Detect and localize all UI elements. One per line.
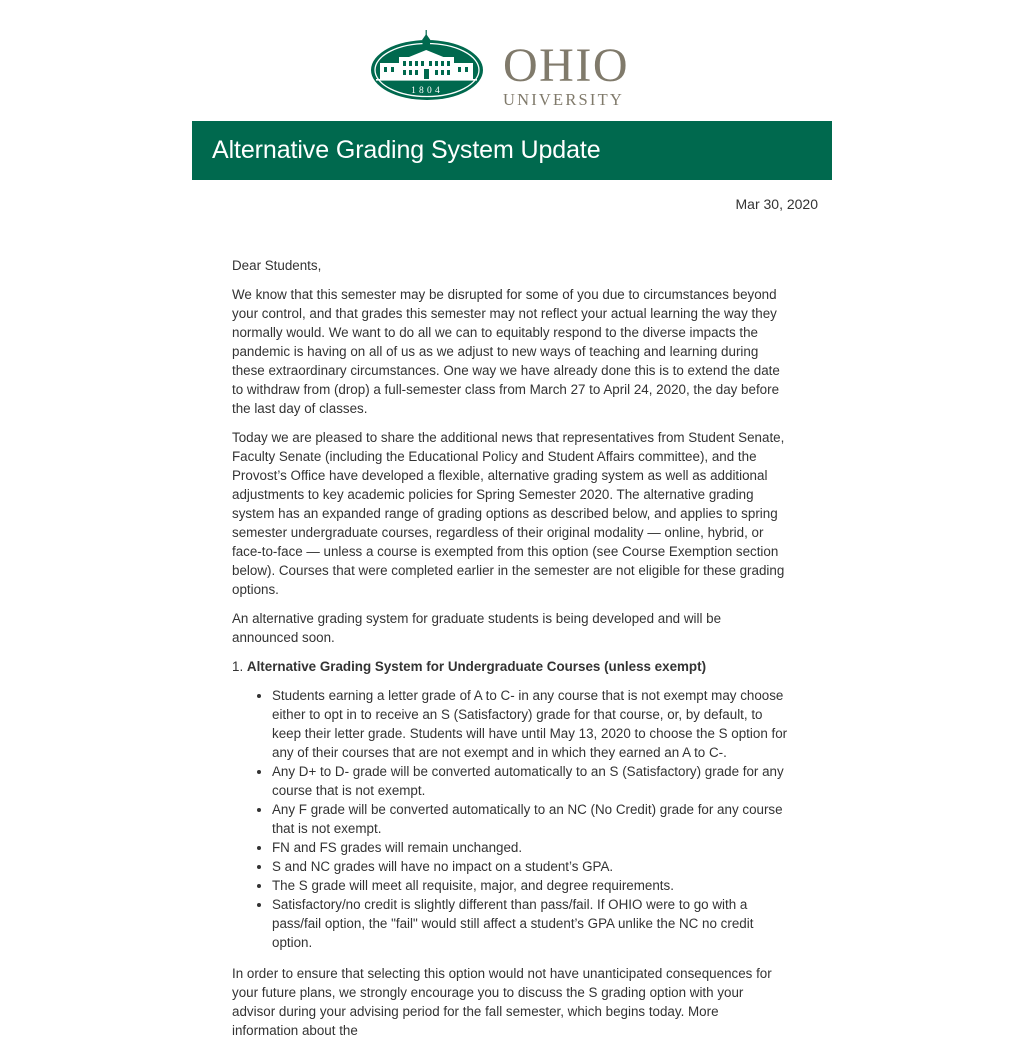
ohio-university-logo — [370, 30, 660, 109]
list-item: • Any D+ to D- grade will be converted automatically to an S (Satisfactory) grade for any course that is not exempt. — [272, 762, 788, 800]
list-item: • FN and FS grades will remain unchanged. — [272, 838, 788, 857]
university-seal-icon — [370, 30, 488, 102]
logo-word-university: UNIVERSITY — [503, 90, 624, 109]
title-banner — [192, 121, 832, 180]
logo-word-ohio: OHIO — [503, 39, 629, 92]
section-number: 1. — [232, 659, 244, 674]
list-item: • Students earning a letter grade of A to C- in any course that is not exempt may choose either to opt in to receive an S (Satisfactory) grade for that course, or, by default, to keep their letter grade. Students will have until May 13, 2020 to choose the S option for any of their courses that are not exempt and in which they earned an A to C-. — [272, 686, 788, 762]
salutation: Dear Students, — [232, 258, 322, 273]
list-item: • Satisfactory/no credit is slightly different than pass/fail. If OHIO were to go with a pass/fail option, the "fail" would still affect a student’s GPA unlike the NC no credit option. — [272, 895, 788, 952]
paragraph-graduate: An alternative grading system for graduate students is being developed and will be announced soon. — [232, 611, 722, 645]
letter-body — [232, 256, 788, 1050]
paragraph-intro: We know that this semester may be disrupted for some of you due to circumstances beyond your control, and that grades this semester may not reflect your actual learning the way they normally would. We want to do all we can to equitably respond to the diverse impacts the pandemic is having on all of us as we adjust to new ways of teaching and learning during these extraordinary circumstances. One way we have already done this is to extend the date to withdraw from (drop) a full-semester class from March 27 to April 24, 2020, the day before the last day of classes. — [232, 287, 780, 416]
list-item: • Any F grade will be converted automatically to an NC (No Credit) grade for any course that is not exempt. — [272, 800, 788, 838]
list-item: • S and NC grades will have no impact on a student’s GPA. — [272, 857, 788, 876]
grading-rules-list — [232, 686, 788, 952]
list-item: • The S grade will meet all requisite, major, and degree requirements. — [272, 876, 788, 895]
logo-wordmark — [503, 39, 629, 109]
page-title: Alternative Grading System Update — [212, 136, 601, 164]
publish-date: Mar 30, 2020 — [735, 196, 818, 212]
section-heading — [232, 657, 788, 676]
paragraph-advising: In order to ensure that selecting this option would not have unanticipated consequences for your future plans, we strongly encourage you to discuss the S grading option with your advisor during your advising period for the fall semester, which begins today. More information about the — [232, 966, 772, 1038]
paragraph-announcement: Today we are pleased to share the additional news that representatives from Student Senate, Faculty Senate (including the Educational Policy and Student Affairs committee), and the Provost’s Office have developed a flexible, alternative grading system as well as additional adjustments to key academic policies for Spring Semester 2020. The alternative grading system has an expanded range of grading options as described below, and applies to spring semester undergraduate courses, regardless of their original modality — online, hybrid, or face-to-face — unless a course is exempted from this option (see Course Exemption section below). Courses that were completed earlier in the semester are not eligible for these grading options. — [232, 430, 785, 597]
seal-year: 1804 — [411, 86, 443, 96]
section-title: Alternative Grading System for Undergraduate Courses (unless exempt) — [246, 659, 707, 674]
